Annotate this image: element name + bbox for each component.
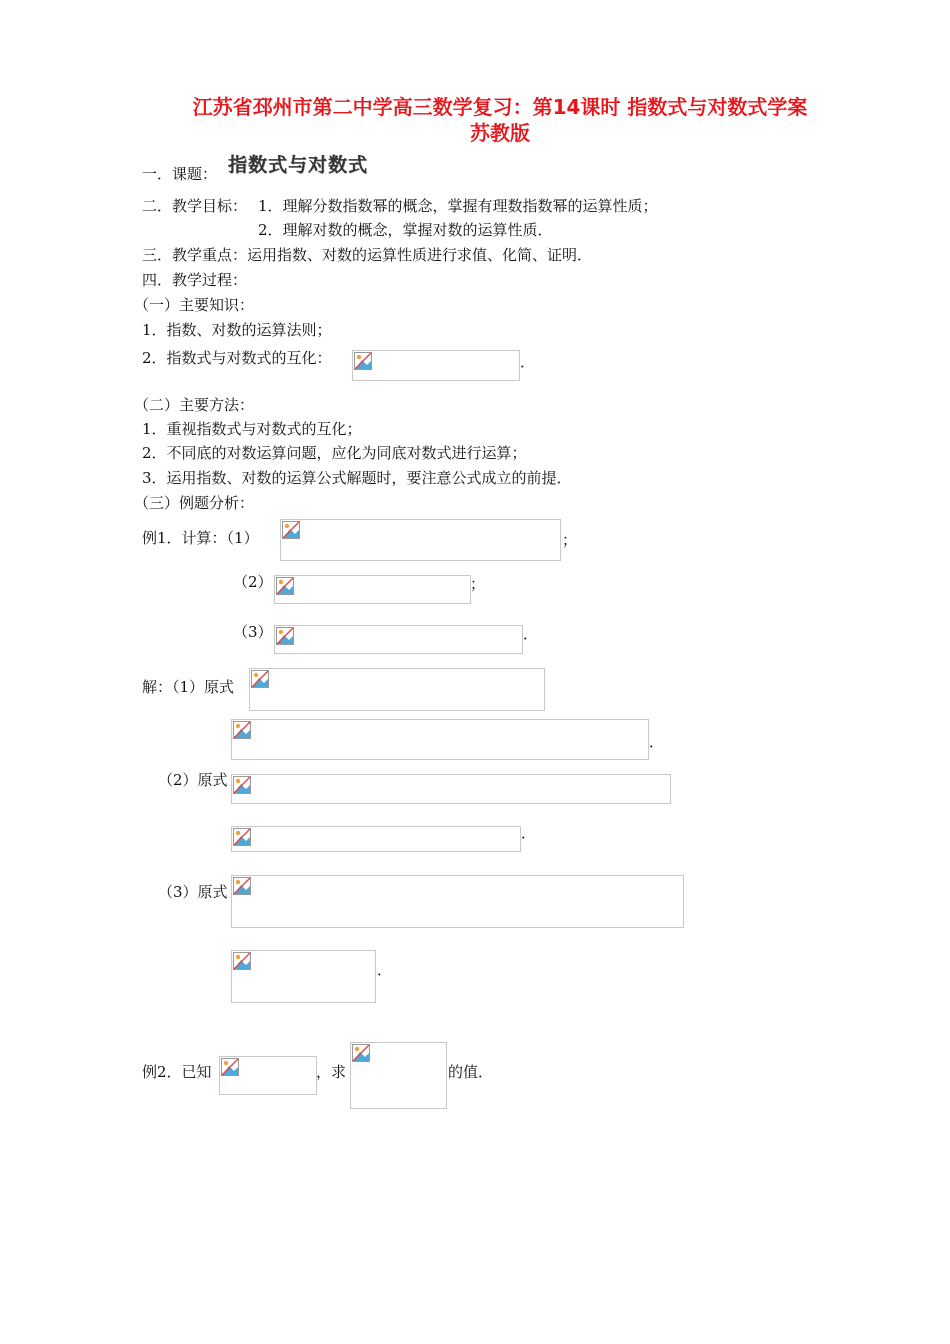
example1-p1-end: ； (562, 531, 578, 549)
example2-label: 例2．已知 (142, 1063, 212, 1081)
formula-image (231, 719, 649, 760)
section4-text: 四．教学过程： (142, 271, 248, 289)
solution1-end: ． (649, 733, 665, 751)
part2-item1: 1．重视指数式与对数式的互化； (142, 420, 362, 438)
broken-image-icon (233, 721, 251, 739)
formula-image (280, 519, 561, 561)
solution1-label: 解：（1）原式 (142, 678, 235, 696)
broken-image-icon (233, 776, 251, 794)
broken-image-icon (233, 828, 251, 846)
topic-image: 指数式与对数式 (228, 154, 369, 176)
broken-image-icon (354, 352, 372, 370)
section1-label: 一．课题： (142, 165, 218, 183)
broken-image-icon (233, 952, 251, 970)
example2-end: 的值． (448, 1063, 494, 1081)
goal-2: 2．理解对数的概念，掌握对数的运算性质． (258, 221, 553, 239)
part2-heading: （二）主要方法： (134, 396, 255, 414)
broken-image-icon (251, 670, 269, 688)
formula-image (249, 668, 545, 711)
solution3-end: ． (377, 961, 393, 979)
example1-p2-end: ； (470, 575, 486, 593)
formula-image (231, 774, 671, 804)
formula-image (350, 1042, 447, 1109)
part3-heading: （三）例题分析： (134, 494, 255, 512)
part1-item2: 2．指数式与对数式的互化： (142, 349, 332, 367)
formula-image (274, 575, 471, 604)
formula-image (219, 1056, 317, 1095)
document-title-line2: 苏教版 (470, 121, 530, 145)
broken-image-icon (352, 1044, 370, 1062)
formula-image (231, 950, 376, 1003)
broken-image-icon (233, 877, 251, 895)
part2-item2: 2．不同底的对数运算问题，应化为同底对数式进行运算； (142, 444, 527, 462)
solution3-label: （3）原式 (158, 883, 228, 901)
formula-image (274, 625, 523, 654)
example1-p2-label: （2） (233, 573, 273, 591)
part1-item1: 1．指数、对数的运算法则； (142, 321, 332, 339)
example1-p3-label: （3） (233, 623, 273, 641)
broken-image-icon (276, 577, 294, 595)
formula-image (231, 826, 521, 852)
example1-p3-end: ． (523, 625, 539, 643)
part1-heading: （一）主要知识： (134, 296, 255, 314)
formula-image (352, 350, 520, 381)
example1-label: 例1．计算：（1） (142, 529, 259, 547)
solution2-end: ． (521, 824, 537, 842)
document-title-line1: 江苏省邳州市第二中学高三数学复习：第14课时 指数式与对数式学案 (192, 95, 808, 119)
part2-item3: 3．运用指数、对数的运算公式解题时，要注意公式成立的前提． (142, 469, 572, 487)
section2-label: 二．教学目标： (142, 197, 248, 215)
solution2-label: （2）原式 (158, 771, 228, 789)
broken-image-icon (276, 627, 294, 645)
part1-item2-end: ． (520, 353, 536, 371)
formula-image (231, 875, 684, 928)
example2-mid: ，求 (316, 1063, 347, 1081)
broken-image-icon (221, 1058, 239, 1076)
goal-1: 1．理解分数指数幂的概念，掌握有理数指数幂的运算性质； (258, 197, 658, 215)
section3-text: 三．教学重点：运用指数、对数的运算性质进行求值、化简、证明． (142, 246, 593, 264)
broken-image-icon (282, 521, 300, 539)
